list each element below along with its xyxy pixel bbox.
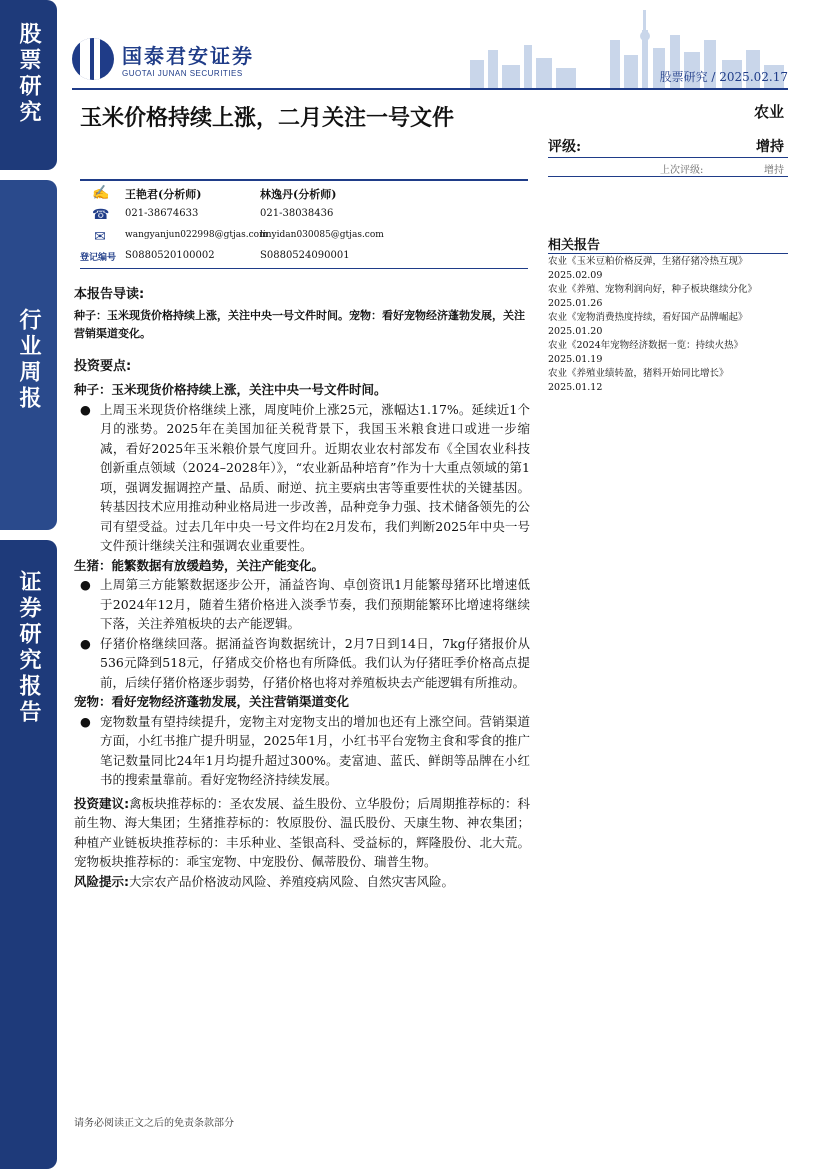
- sector-label: 农业: [753, 103, 784, 121]
- header-divider: [72, 88, 788, 90]
- analyst-email: linyidan030085@gtjas.com: [260, 230, 384, 240]
- analyst-phone: 021-38038436: [260, 208, 334, 219]
- analyst-emails-row: [80, 227, 528, 247]
- registration-number: S0880520100002: [125, 250, 215, 261]
- bullet-item: [74, 712, 530, 790]
- investment-advice: [74, 794, 530, 872]
- related-report-date: 2025.01.19: [548, 354, 603, 365]
- registration-number: S0880524090001: [260, 250, 350, 261]
- logo-name-cn: 国泰君安证券: [122, 44, 254, 68]
- related-report-date: 2025.02.09: [548, 270, 603, 281]
- side-tab-securities-report: 证券研究报告: [0, 540, 57, 1169]
- bullet-dot-icon: ●: [80, 713, 91, 729]
- risk-warning-label: 风险提示:: [74, 873, 129, 889]
- previous-rating-value: 增持: [764, 165, 784, 176]
- email-icon: ✉: [94, 229, 106, 245]
- bullet-item: [74, 400, 530, 556]
- phone-icon: ☎: [92, 207, 110, 223]
- report-title: 玉米价格持续上涨，二月关注一号文件: [80, 106, 455, 131]
- related-report-item[interactable]: 农业《养殖、宠物利润向好，种子板块继续分化》2025.01.26: [548, 284, 758, 309]
- analyst-email: wangyanjun022998@gtjas.com: [125, 230, 268, 240]
- analyst-divider-bottom: [80, 268, 528, 269]
- rating-divider: [548, 157, 788, 158]
- analyst-divider-top: [80, 179, 528, 181]
- guide-text: 种子：玉米现货价格持续上涨，关注中央一号文件时间。宠物：看好宠物经济蓬勃发展，关注营销渠道变化。: [74, 308, 525, 340]
- bullet-item: [74, 575, 530, 634]
- analyst-block: [80, 183, 528, 269]
- related-report-date: 2025.01.12: [548, 382, 603, 393]
- report-body: [74, 285, 530, 891]
- section-heading-pets: 宠物：看好宠物经济蓬勃发展，关注营销渠道变化: [74, 694, 350, 709]
- previous-rating-label: 上次评级:: [660, 165, 704, 176]
- bullet-text: 宠物数量有望持续提升，宠物主对宠物支出的增加也还有上涨空间。营销渠道方面，小红书推广提升明显，2025年1月，小红书平台宠物主食和零食的推广笔记数量同比24年1月均提升超过300%。麦富迪、蓝氏、鲜朗等品牌在小红书的搜索量靠前。看好宠物经济持续发展。: [100, 713, 530, 787]
- pen-icon: ✍: [92, 185, 110, 201]
- related-reports-title: 相关报告: [548, 238, 601, 253]
- bullet-text: 上周第三方能繁数据逐步公开，涌益咨询、卓创资讯1月能繁母猪环比增速低于2024年12月，随着生猪价格进入淡季节奏，我们预期能繁环比增速将继续下落，关注养殖板块的去产能逻辑。: [100, 577, 530, 631]
- guide-heading: 本报告导读:: [74, 287, 145, 302]
- related-report-item[interactable]: 农业《2024年宠物经济数据一览：持续火热》: [548, 340, 744, 351]
- bullet-text: 上周玉米现货价格继续上涨，周度吨价上涨25元，涨幅达1.17%。延续近1个月的涨势。2025年在美国加征关税背景下，我国玉米粮食进口或进一步缩减，看好2025年玉米粮价景气度回升。近期农业农村部发布《全国农业科技创新重点领域（2024–2028年）》，“农业新品种培育”作为十大重点领域的第1项，强调发掘调控产量、品质、耐逆、抗主要病虫害等重要性状的关键基因。转基因技术应用推动种业格局进一步改善，品种竞争力强、技术储备领先的公司有望受益。过去几年中央一号文件均在2月发布，我们判断2025年中央一号文件预计继续关注和强调农业重要性。: [100, 401, 530, 553]
- registration-label: 登记编号: [80, 253, 117, 263]
- bullet-dot-icon: ●: [80, 577, 91, 592]
- analyst-registration-row: [80, 247, 528, 269]
- logo-mark-icon: [72, 38, 114, 80]
- bullet-dot-icon: ●: [80, 635, 91, 651]
- analyst-name: 林逸丹(分析师): [260, 188, 337, 201]
- bullet-dot-icon: ●: [80, 401, 91, 417]
- previous-rating-divider: [548, 176, 788, 177]
- rating-value: 增持: [756, 139, 784, 155]
- section-heading-seeds: 种子：玉米现货价格持续上涨，关注中央一号文件时间。: [74, 382, 387, 397]
- side-tab-stock-research: 股票研究: [0, 0, 57, 170]
- analyst-names-row: [80, 183, 528, 205]
- side-tab-industry-weekly: 行业周报: [0, 180, 57, 530]
- report-type-date: 股票研究 / 2025.02.17: [659, 70, 788, 84]
- company-logo: [72, 38, 254, 80]
- section-heading-hogs: 生猪：能繁数据有放缓趋势，关注产能变化。: [74, 557, 325, 573]
- rating-label: 评级:: [548, 139, 582, 155]
- key-points-heading: 投资要点:: [74, 358, 132, 374]
- disclaimer-footer: 请务必阅读正文之后的免责条款部分: [74, 1118, 234, 1129]
- related-report-date: 2025.01.20: [548, 326, 603, 337]
- risk-warning: [74, 872, 530, 892]
- analyst-name: 王艳君(分析师): [125, 188, 202, 201]
- risk-warning-text: 大宗农产品价格波动风险、养殖疫病风险、自然灾害风险。: [129, 873, 455, 889]
- investment-advice-text: 禽板块推荐标的：圣农发展、益生股份、立华股份；后周期推荐标的：科前生物、海大集团；生猪推荐标的：牧原股份、温氏股份、天康生物、神农集团；种植产业链板块推荐标的：丰乐种业、荃银高科、受益标的，辉隆股份、北大荒。宠物板块推荐标的：乖宝宠物、中宠股份、佩蒂股份、瑞普生物。: [74, 795, 530, 869]
- analyst-phone: 021-38674633: [125, 208, 199, 219]
- logo-name-en: GUOTAI JUNAN SECURITIES: [122, 69, 243, 78]
- bullet-text: 仔猪价格继续回落。据涌益咨询数据统计，2月7日到14日，7kg仔猪报价从536元降到518元，仔猪成交价格也有所降低。我们认为仔猪旺季价格高点提前，后续仔猪价格逐步弱势，仔猪价格也将对养殖板块去产能逻辑有所推动。: [100, 635, 530, 690]
- investment-advice-label: 投资建议:: [74, 795, 130, 811]
- related-reports-list: [548, 255, 788, 395]
- related-report-item[interactable]: 农业《养殖业绩转盈，猪料开始同比增长》: [548, 368, 729, 379]
- bullet-item: [74, 634, 530, 693]
- related-report-item[interactable]: 农业《宠物消费热度持续，看好国产品牌崛起》: [548, 312, 748, 323]
- related-report-item[interactable]: 农业《玉米豆粕价格反弹，生猪仔猪冷热互现》: [548, 256, 748, 267]
- related-reports-divider: [548, 253, 788, 254]
- analyst-phones-row: [80, 205, 528, 227]
